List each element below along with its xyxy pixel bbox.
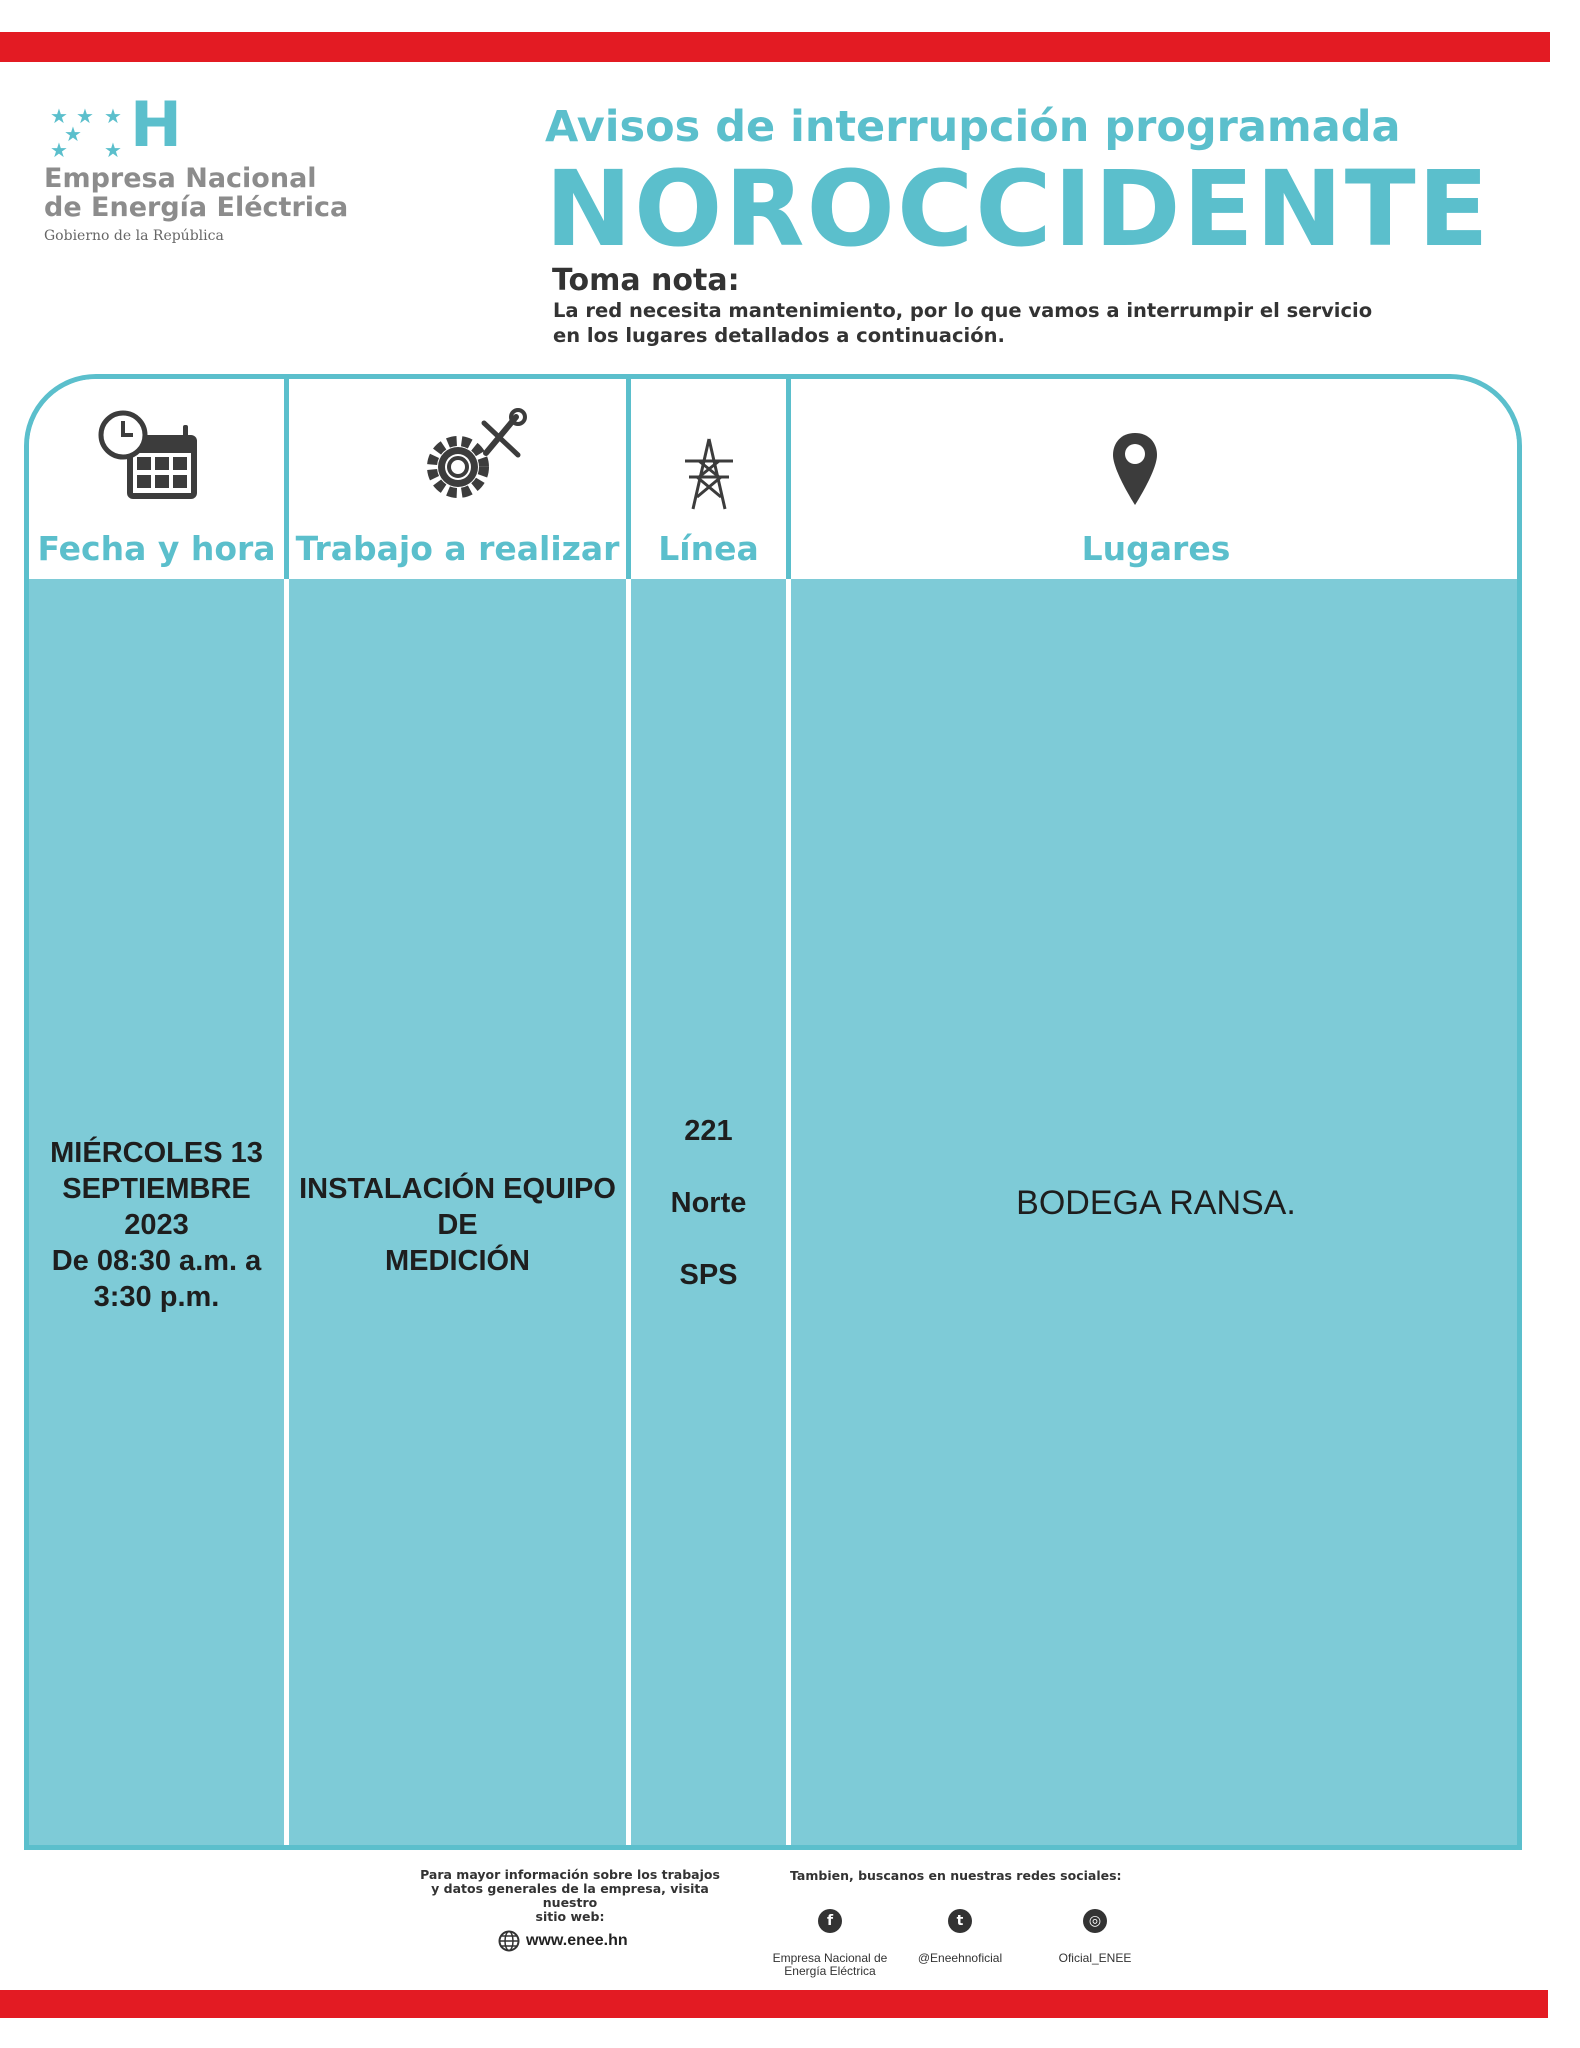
website-url: www.enee.hn [526, 1932, 628, 1949]
header-lugares [791, 379, 1521, 579]
interruption-table [24, 374, 1522, 1850]
line-values [631, 1113, 786, 1329]
cell-linea [631, 579, 786, 1845]
column-label-linea: Línea [658, 529, 759, 568]
column-label-lugares: Lugares [1081, 529, 1231, 568]
government-label: Gobierno de la República [44, 228, 224, 244]
gear-tools-icon [424, 407, 534, 507]
column-label-trabajo: Trabajo a realizar [295, 529, 620, 568]
header-linea [631, 379, 786, 579]
line-direction: Norte [670, 1187, 747, 1219]
region-title: NOROCCIDENTE [545, 148, 1491, 270]
cell-trabajo [289, 579, 626, 1845]
page-title: Avisos de interrupción programada [545, 102, 1401, 152]
instagram-label: Oficial_ENEE [1058, 1951, 1132, 1965]
social-twitter[interactable] [905, 1896, 1015, 1978]
work-value: INSTALACIÓN EQUIPO DE MEDICIÓN [299, 1173, 616, 1277]
places-value: BODEGA RANSA. [1016, 1184, 1296, 1222]
logo-mark: H [130, 88, 182, 161]
social-instagram[interactable] [1045, 1896, 1145, 1978]
calendar-clock-icon [97, 409, 205, 509]
date-value: MIÉRCOLES 13 SEPTIEMBRE 2023 De 08:30 a.m. a 3:30 p.m. [50, 1137, 263, 1313]
cell-lugares [791, 579, 1521, 1845]
table-row [29, 579, 1517, 1845]
header-trabajo [289, 379, 626, 579]
table-header-row [29, 379, 1517, 579]
line-number: 221 [684, 1115, 733, 1147]
twitter-icon: t [948, 1909, 972, 1933]
column-label-fecha: Fecha y hora [37, 529, 276, 568]
power-tower-icon [681, 437, 737, 511]
facebook-icon: f [818, 1909, 842, 1933]
footer-info-text: Para mayor información sobre los trabajos y datos generales de la empresa, visita nuestro sitio web: [420, 1867, 720, 1924]
website-link[interactable] [498, 1930, 628, 1952]
top-red-bar [0, 32, 1550, 62]
cell-fecha [29, 579, 284, 1845]
stars-icon: ★ ★ ★ ★ ★ ★ [50, 104, 122, 162]
social-facebook[interactable] [770, 1896, 890, 1991]
globe-icon [498, 1930, 520, 1952]
instagram-icon: ◎ [1083, 1909, 1107, 1933]
facebook-label: Empresa Nacional de Energía Eléctrica [772, 1951, 888, 1978]
social-title: Tambien, buscanos en nuestras redes sociales: [790, 1868, 1122, 1883]
line-city: SPS [679, 1259, 738, 1291]
org-name: Empresa Nacional de Energía Eléctrica [44, 163, 349, 223]
note-title: Toma nota: [552, 263, 740, 298]
bottom-red-bar [0, 1990, 1548, 2018]
note-body: La red necesita mantenimiento, por lo que vamos a interrumpir el servicio en los lugares detallados a continuación. [553, 299, 1373, 347]
header-fecha [29, 379, 284, 579]
location-pin-icon [1111, 431, 1159, 509]
twitter-label: @Eneehnoficial [917, 1951, 1003, 1965]
